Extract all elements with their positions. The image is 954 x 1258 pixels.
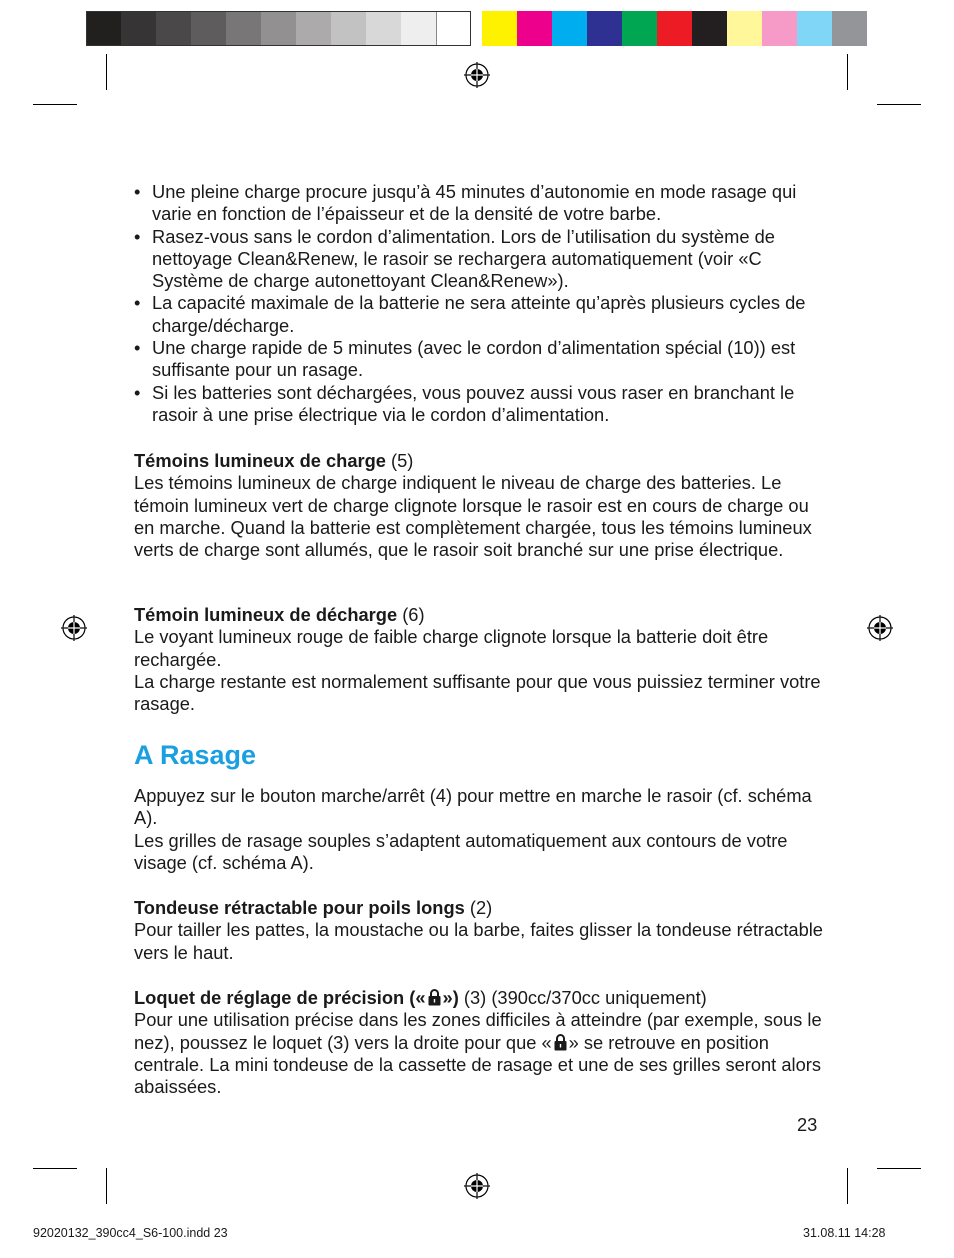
lock-ref: (3) (390cc/370cc uniquement) (458, 987, 707, 1008)
discharge-light-text: Le voyant lumineux rouge de faible charge clignote lorsque la batterie doit être rechargée. (134, 626, 769, 670)
discharge-light-heading (134, 604, 834, 626)
color-swatch (832, 11, 867, 46)
list-item: • Si les batteries sont déchargées, vous pouvez aussi vous raser en branchant le rasoir à une prise électrique via le cordon d’alimentation. (134, 382, 834, 427)
lock-text-a: Pour une utilisation précise dans les zones difficiles à atteindre (par exemple, sous le nez), poussez le loquet (3) vers la droite pour que « (134, 1009, 822, 1053)
shaving-paragraph: Appuyez sur le bouton marche/arrêt (4) pour mettre en marche le rasoir (cf. schéma A). (134, 785, 812, 829)
lock-heading (134, 987, 834, 1009)
crop-mark (847, 54, 848, 90)
charge-lights-text: Les témoins lumineux de charge indiquent le niveau de charge des batteries. Le témoin lumineux vert de charge clignote lorsque le rasoir est en cours de charge ou en marche. Quand la batterie est complètement chargée, tous les témoins lumineux verts de charge sont allumés, que le rasoir soit branché sur une prise électrique. (134, 472, 812, 561)
crop-mark (106, 54, 107, 90)
color-bar-frame (86, 11, 471, 46)
footer-file: 92020132_390cc4_S6-100.indd 23 (33, 1226, 228, 1240)
crop-mark (877, 104, 921, 105)
trimmer-section (134, 897, 834, 964)
charge-lights-heading (134, 450, 834, 472)
trimmer-title: Tondeuse rétractable pour poils longs (134, 897, 465, 918)
lock-title (134, 987, 459, 1008)
trimmer-ref: (2) (464, 897, 493, 918)
color-swatch (517, 11, 552, 46)
discharge-light-title: Témoin lumineux de décharge (134, 604, 398, 625)
charge-lights-title: Témoins lumineux de charge (134, 450, 386, 471)
bullet-list (134, 181, 834, 426)
trimmer-text: Pour tailler les pattes, la moustache ou la barbe, faites glisser la tondeuse rétractable vers le haut. (134, 919, 823, 963)
footer-date: 31.08.11 14:28 (803, 1226, 886, 1240)
shaving-section (134, 785, 834, 874)
color-swatch (692, 11, 727, 46)
color-swatch (657, 11, 692, 46)
crop-mark (877, 1168, 921, 1169)
color-swatch (727, 11, 762, 46)
color-swatch (482, 11, 517, 46)
lock-text (134, 1009, 834, 1098)
padlock-icon (554, 1034, 567, 1051)
crop-mark (106, 1168, 107, 1204)
lock-title-close: ») (442, 987, 459, 1008)
color-swatch (587, 11, 622, 46)
charge-lights-section (134, 450, 834, 561)
list-item: • Une pleine charge procure jusqu’à 45 minutes d’autonomie en mode rasage qui varie en fonction de l’épaisseur et de la densité de votre barbe. (134, 181, 834, 226)
discharge-light-text-2: La charge restante est normalement suffisante pour que vous puissiez terminer votre rasage. (134, 670, 821, 715)
list-item: • Rasez-vous sans le cordon d’alimentation. Lors de l’utilisation du système de nettoyage Clean&Renew, le rasoir se rechargera automatiquement (voir «C Système de charge autonettoyant Clean&Renew»). (134, 226, 834, 293)
crop-mark (33, 1168, 77, 1169)
crop-mark (847, 1168, 848, 1204)
list-item: • La capacité maximale de la batterie ne sera atteinte qu’après plusieurs cycles de charge/décharge. (134, 292, 834, 337)
page-number: 23 (797, 1114, 818, 1135)
charge-lights-ref: (5) (385, 450, 414, 471)
color-swatch (552, 11, 587, 46)
crop-mark (33, 104, 77, 105)
trimmer-heading (134, 897, 834, 919)
padlock-icon (428, 989, 441, 1006)
registration-mark-icon (463, 61, 491, 89)
color-swatch (797, 11, 832, 46)
lock-title-open: Loquet de réglage de précision (« (134, 987, 426, 1008)
list-item: • Une charge rapide de 5 minutes (avec le cordon d’alimentation spécial (10)) est suffisante pour un rasage. (134, 337, 834, 382)
lock-section (134, 987, 834, 1098)
registration-mark-icon (60, 614, 88, 642)
section-title: A Rasage (134, 740, 257, 770)
shaving-paragraph-2: Les grilles de rasage souples s’adaptent automatiquement aux contours de votre visage (cf. schéma A). (134, 829, 788, 873)
color-swatch (762, 11, 797, 46)
registration-mark-icon (463, 1172, 491, 1200)
color-swatch (622, 11, 657, 46)
lock-text-b: » se retrouve en position centrale. La mini tondeuse de la cassette de rasage et une de ses grilles seront alors abaissées. (134, 1031, 821, 1098)
discharge-light-ref: (6) (397, 604, 425, 625)
discharge-light-section (134, 604, 834, 715)
registration-mark-icon (866, 614, 894, 642)
